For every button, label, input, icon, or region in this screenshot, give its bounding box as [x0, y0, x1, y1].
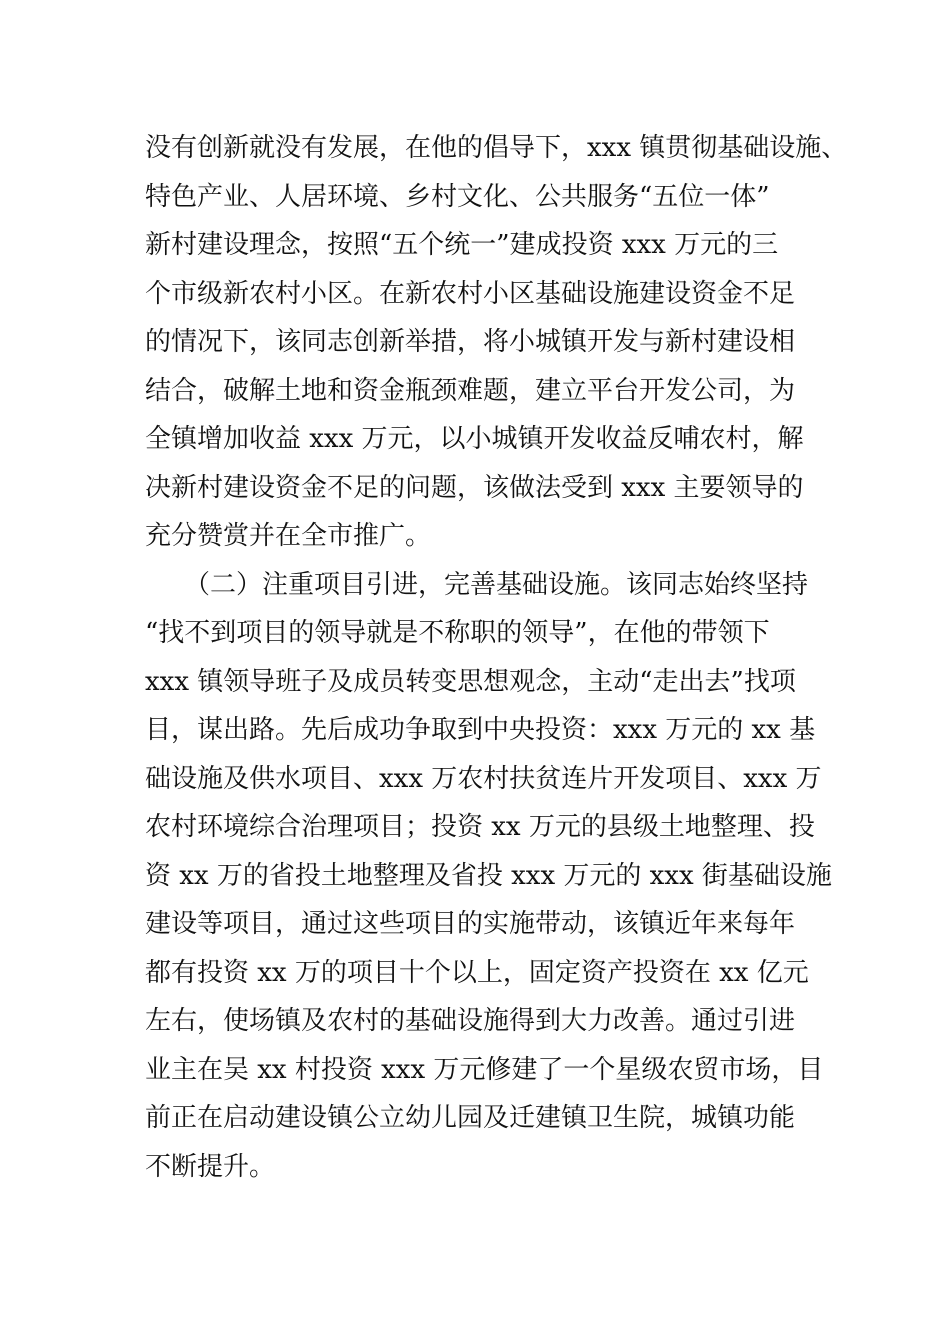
text-line: 全镇增加收益 xxx 万元，以小城镇开发收益反哺农村，解 — [145, 424, 804, 454]
text-line: 没有创新就没有发展，在他的倡导下，xxx 镇贯彻基础设施、 — [145, 133, 848, 163]
text-line: 充分赞赏并在全市推广。 — [145, 521, 432, 551]
text-line: 农村环境综合治理项目；投资 xx 万元的县级土地整理、投 — [145, 812, 815, 842]
text-line: xxx 镇领导班子及成员转变思想观念，主动“走出去”找项 — [145, 666, 796, 697]
text-line: 目，谋出路。先后成功争取到中央投资：xxx 万元的 xx 基 — [145, 715, 816, 745]
text-line: 建设等项目，通过这些项目的实施带动，该镇近年来每年 — [145, 909, 796, 939]
text-line: 资 xx 万的省投土地整理及省投 xxx 万元的 xxx 街基础设施 — [145, 860, 832, 891]
text-line: 个市级新农村小区。在新农村小区基础设施建设资金不足 — [145, 278, 796, 309]
text-line: 都有投资 xx 万的项目十个以上，固定资产投资在 xx 亿元 — [145, 957, 809, 988]
text-line: 决新村建设资金不足的问题，该做法受到 xxx 主要领导的 — [145, 472, 804, 503]
text-line: 业主在吴 xx 村投资 xxx 万元修建了一个星级农贸市场，目 — [145, 1054, 824, 1085]
text-line: 新村建设理念，按照“五个统一”建成投资 xxx 万元的三 — [145, 230, 779, 260]
section-heading-line: （二）注重项目引进，完善基础设施。该同志始终坚持 — [145, 569, 809, 600]
text-line: 结合，破解土地和资金瓶颈难题，建立平台开发公司，为 — [145, 375, 796, 406]
body-text — [145, 124, 848, 1191]
text-line: 不断提升。 — [145, 1151, 276, 1182]
text-line: 前正在启动建设镇公立幼儿园及迁建镇卫生院，城镇功能 — [145, 1103, 796, 1133]
text-line: 的情况下，该同志创新举措，将小城镇开发与新村建设相 — [145, 327, 796, 357]
text-line: 础设施及供水项目、xxx 万农村扶贫连片开发项目、xxx 万 — [145, 763, 822, 794]
text-line: “找不到项目的领导就是不称职的领导”，在他的带领下 — [145, 618, 770, 648]
text-line: 特色产业、人居环境、乡村文化、公共服务“五位一体” — [145, 181, 770, 212]
text-line: 左右，使场镇及农村的基础设施得到大力改善。通过引进 — [145, 1006, 796, 1036]
